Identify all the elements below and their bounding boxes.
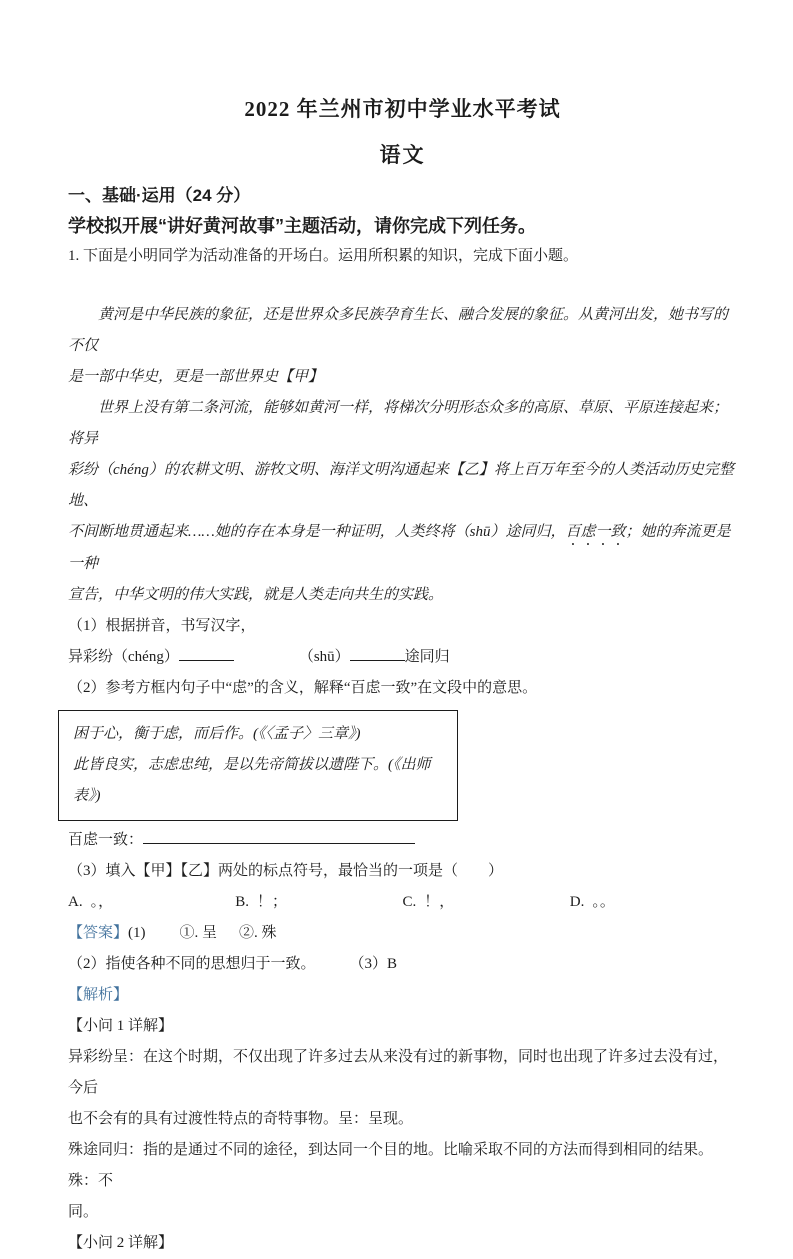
pinyin-mid: （shū）	[298, 649, 350, 665]
exam-subject: 语文	[379, 143, 426, 167]
option-value: 。。	[592, 894, 615, 910]
analysis-label: 【解析】	[68, 987, 129, 1003]
passage-line: 黄河是中华民族的象征，还是世界众多民族孕育生长、融合发展的象征。从黄河出发，她书写的不仅	[68, 307, 729, 354]
answer-part-2: （2）指使各种不同的思想归于一致。	[68, 956, 316, 972]
options-row	[68, 887, 737, 918]
option-value: ！，	[424, 894, 455, 910]
option-value: 。，	[90, 894, 114, 910]
section-heading: 一、基础·运用（24 分）	[68, 186, 251, 205]
option-d	[570, 887, 737, 918]
answer-part-3: （3）B	[349, 956, 398, 972]
quote-line: 困于心，衡于虑，而后作。(《〈孟子〉三章》)	[73, 726, 361, 742]
answer-part-number: (1)	[128, 925, 146, 941]
option-key: A.	[68, 894, 83, 910]
answer-blank	[143, 829, 415, 844]
sub-question-1-label: （1）根据拼音，书写汉字，	[68, 618, 256, 634]
pinyin-exercise	[68, 642, 737, 673]
idiom-label: 百虑一致：	[68, 832, 144, 848]
subquestion-1-analysis-heading: 【小问 1 详解】	[68, 1018, 174, 1034]
answer-blank	[350, 646, 405, 661]
option-b	[235, 887, 402, 918]
analysis-text-line: 同。	[68, 1204, 99, 1220]
sub-question-2-label: （2）参考方框内句子中“虑”的含义，解释“百虑一致”在文段中的意思。	[68, 680, 538, 696]
quote-box	[58, 710, 458, 821]
task-statement: 学校拟开展“讲好黄河故事”主题活动，请你完成下列任务。	[68, 216, 536, 236]
analysis-text-line: 也不会有的具有过渡性特点的奇特事物。呈：呈现。	[68, 1111, 414, 1127]
pinyin-prefix: 异彩纷（chéng）	[68, 649, 179, 665]
passage-line: 世界上没有第二条河流，能够如黄河一样，将梯次分明形态众多的高原、草原、平原连接起来；将异	[68, 400, 729, 447]
option-key: D.	[569, 894, 585, 910]
answer-label: 【答案】	[68, 925, 129, 941]
idiom-answer-line	[68, 825, 737, 856]
answer-item-2: ②. 殊	[239, 925, 277, 941]
question-1-intro: 1. 下面是小明同学为活动准备的开场白。运用所积累的知识，完成下面小题。	[68, 248, 579, 264]
answer-blank	[179, 646, 234, 661]
passage-line: 彩纷（chéng）的农耕文明、游牧文明、海洋文明沟通起来【乙】将上百万年至今的人类活动历史完整地、	[68, 462, 734, 509]
answer-item-1: ①. 呈	[179, 925, 218, 941]
option-a	[68, 887, 235, 918]
passage-line: 宣告，中华文明的伟大实践，就是人类走向共生的实践。	[68, 587, 444, 603]
pinyin-suffix: 途同归	[404, 649, 450, 665]
emphasized-idiom: 百虑一致	[565, 524, 626, 540]
option-key: B.	[235, 894, 250, 910]
answer-line-2	[68, 949, 737, 980]
option-c	[403, 887, 570, 918]
answer-line-1	[68, 918, 737, 949]
page-title: 2022 年兰州市初中学业水平考试	[244, 97, 561, 121]
quote-line: 此皆良实，志虑忠纯，是以先帝简拔以遗陛下。(《出师表》)	[73, 757, 431, 804]
option-key: C.	[402, 894, 417, 910]
sub-question-3-label: （3）填入【甲】【乙】两处的标点符号，最恰当的一项是（ ）	[68, 863, 504, 879]
analysis-text-line: 殊途同归：指的是通过不同的途径，到达同一个目的地。比喻采取不同的方法而得到相同的结果。殊：不	[68, 1142, 714, 1189]
passage	[68, 300, 737, 611]
passage-line: 是一部中华史，更是一部世界史【甲】	[68, 369, 324, 385]
passage-line	[68, 517, 737, 580]
analysis-text-line: 异彩纷呈：在这个时期，不仅出现了许多过去从来没有过的新事物，同时也出现了许多过去没有过，今后	[68, 1049, 729, 1096]
passage-text: ；她的奔流更是一种	[68, 524, 731, 572]
subquestion-2-analysis-heading: 【小问 2 详解】	[68, 1235, 174, 1251]
passage-text: 不间断地贯通起来……她的存在本身是一种证明，人类终将（shū）途同归，	[68, 524, 566, 540]
option-value: ！；	[257, 894, 288, 910]
